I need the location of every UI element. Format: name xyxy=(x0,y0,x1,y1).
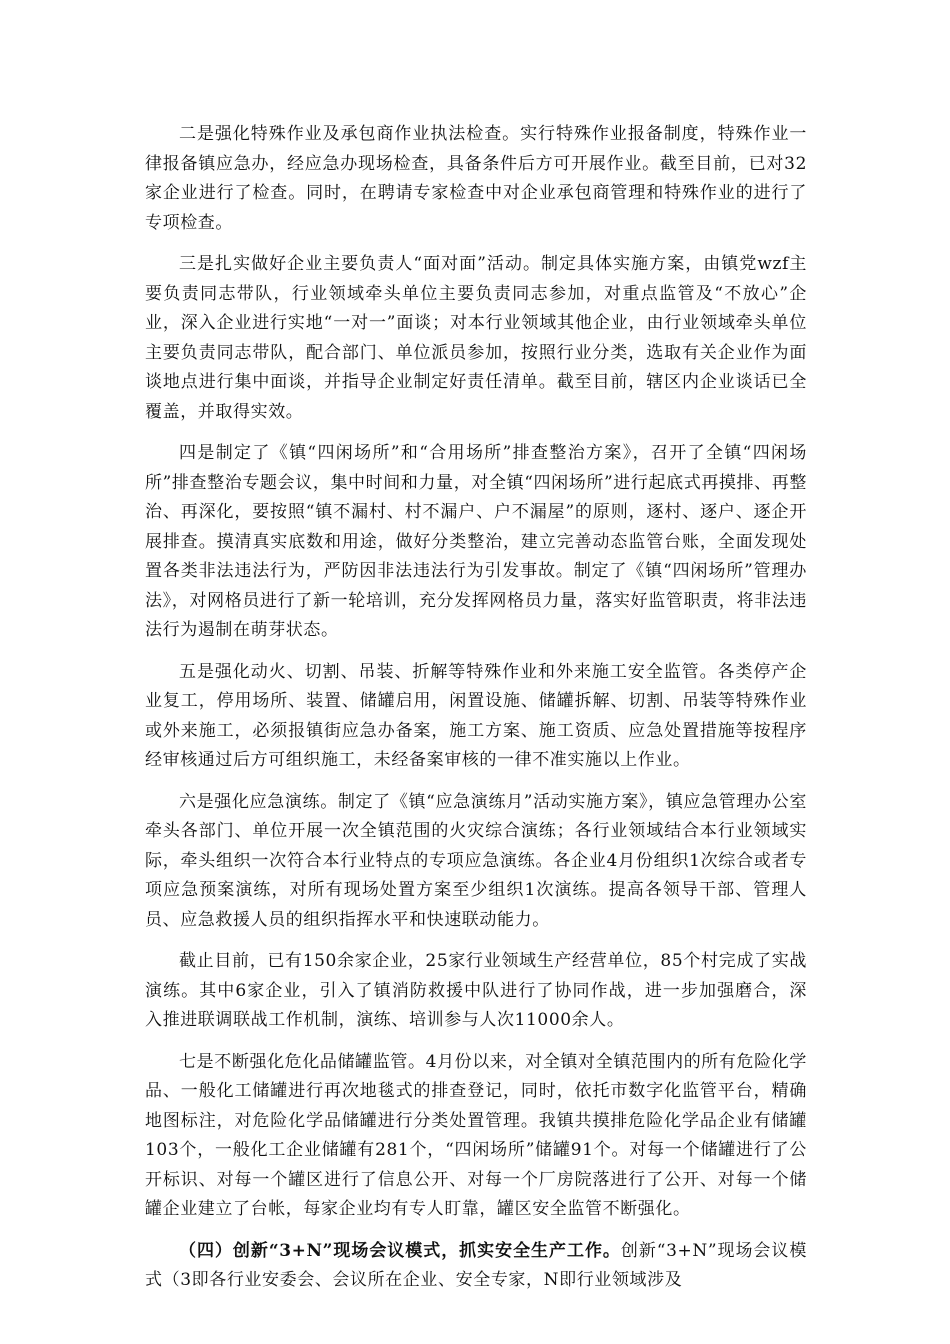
paragraph-face-to-face-activity: 三是扎实做好企业主要负责人“面对面”活动。制定具体实施方案，由镇党wzf主要负责同志带队，行业领域牵头单位主要负责同志参加，对重点监管及“不放心”企业，深入企业进行实地“一对一”面谈；对本行业领域其他企业，由行业领域牵头单位主要负责同志带队，配合部门、单位派员参加，按照行业分类，选取有关企业作为面谈地点进行集中面谈，并指导企业制定好责任清单。截至目前，辖区内企业谈话已全覆盖，并取得实效。 xyxy=(145,254,807,422)
section-four-body: 创新“3+N”现场会议模式（3即各行业安委会、会议所在企业、安全专家，N即行业领域涉及 xyxy=(145,1240,807,1290)
paragraph-special-operations-inspection: 二是强化特殊作业及承包商作业执法检查。实行特殊作业报备制度，特殊作业一律报备镇应急办，经应急办现场检查，具备条件后方可开展作业。截至目前，已对32家企业进行了检查。同时，在聘请专家检查中对企业承包商管理和特殊作业的进行了专项检查。 xyxy=(145,124,807,233)
document-body xyxy=(145,120,807,1296)
section-four-heading: （四）创新“3+N”现场会议模式，抓实安全生产工作。 xyxy=(179,1240,621,1261)
paragraph-four-idle-sites: 四是制定了《镇“四闲场所”和“合用场所”排查整治方案》，召开了全镇“四闲场所”排查整治专题会议，集中时间和力量，对全镇“四闲场所”进行起底式再摸排、再整治、再深化，要按照“镇不漏村、村不漏户、户不漏屋”的原则，逐村、逐户、逐企开展排查。摸清真实底数和用途，做好分类整治，建立完善动态监管台账，全面发现处置各类非法违法行为，严防因非法违法行为引发事故。制定了《镇“四闲场所”管理办法》，对网格员进行了新一轮培训，充分发挥网格员力量，落实好监管职责，将非法违法行为遏制在萌芽状态。 xyxy=(145,443,807,640)
paragraph-emergency-drill: 六是强化应急演练。制定了《镇“应急演练月”活动实施方案》，镇应急管理办公室牵头各部门、单位开展一次全镇范围的火灾综合演练；各行业领域结合本行业领域实际，牵头组织一次符合本行业特点的专项应急演练。各企业4月份组织1次综合或者专项应急预案演练，对所有现场处置方案至少组织1次演练。提高各领导干部、管理人员、应急救援人员的组织指挥水平和快速联动能力。 xyxy=(145,791,807,930)
paragraph-drill-results: 截止目前，已有150余家企业，25家行业领域生产经营单位，85个村完成了实战演练。其中6家企业，引入了镇消防救援中队进行了协同作战，进一步加强磨合，深入推进联调联战工作机制，演练、培训参与人次11000余人。 xyxy=(145,951,807,1030)
paragraph-section-four xyxy=(145,1237,807,1296)
paragraph-tank-supervision: 七是不断强化危化品储罐监管。4月份以来，对全镇对全镇范围内的所有危险化学品、一般化工储罐进行再次地毯式的排查登记，同时，依托市数字化监管平台，精确地图标注，对危险化学品储罐进行分类处置管理。我镇共摸排危险化学品企业有储罐103个，一般化工企业储罐有281个，“四闲场所”储罐91个。对每一个储罐进行了公开标识、对每一个罐区进行了信息公开、对每一个厂房院落进行了公开、对每一个储罐企业建立了台帐，每家企业均有专人盯靠，罐区安全监管不断强化。 xyxy=(145,1051,807,1219)
paragraph-hot-work-supervision: 五是强化动火、切割、吊装、折解等特殊作业和外来施工安全监管。各类停产企业复工，停用场所、装置、储罐启用，闲置设施、储罐拆解、切割、吊装等特殊作业或外来施工，必须报镇街应急办备案，施工方案、施工资质、应急处置措施等按程序经审核通过后方可组织施工，未经备案审核的一律不准实施以上作业。 xyxy=(145,661,807,770)
